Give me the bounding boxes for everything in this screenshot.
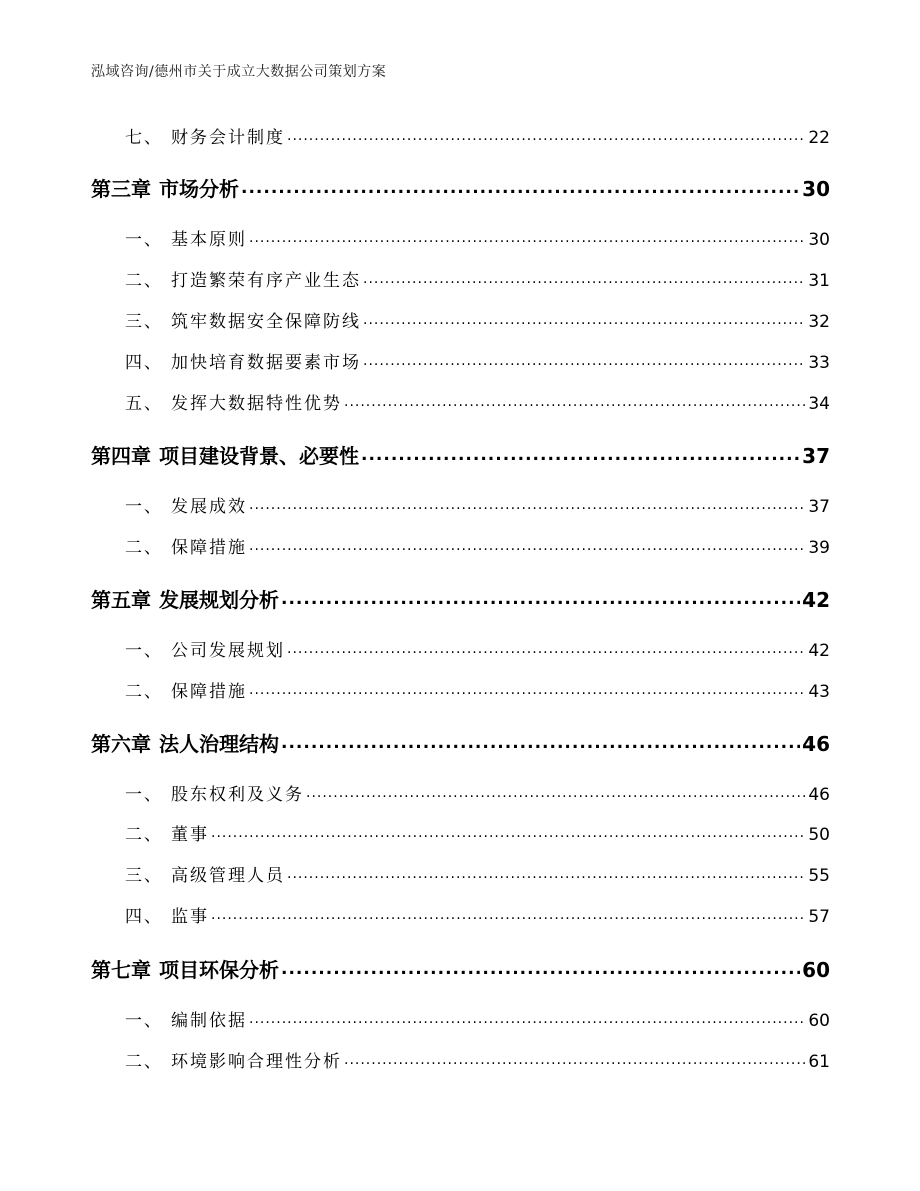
toc-chapter-number: 第四章 [91,444,151,468]
toc-entry-page: 31 [808,271,830,291]
toc-entry-page: 32 [808,312,830,332]
toc-entry-number: 三、 [125,866,163,886]
toc-entry-page: 60 [808,1011,830,1031]
toc-entry-number: 二、 [125,271,163,291]
toc-entry-title: 股东权利及义务 [171,785,304,805]
toc-chapter[interactable] [91,728,830,757]
toc-entry-number: 七、 [125,128,163,148]
toc-leader-dots [287,638,806,658]
toc-entry-title: 公司发展规划 [171,641,285,661]
toc-entry[interactable] [125,677,830,702]
toc-chapter-page: 46 [802,732,830,756]
toc-entry[interactable] [125,123,830,148]
toc-entry-number: 二、 [125,825,163,845]
toc-leader-dots [306,782,806,802]
toc-chapter-title: 项目建设背景、必要性 [159,444,359,468]
toc-entry-number: 四、 [125,353,163,373]
toc-leader-dots [281,729,800,753]
toc-entry[interactable] [125,780,830,805]
toc-entry-number: 二、 [125,682,163,702]
toc-entry-number: 一、 [125,230,163,250]
toc-leader-dots [211,822,806,842]
toc-entry[interactable] [125,533,830,558]
toc-entry-page: 57 [808,907,830,927]
toc-chapter[interactable] [91,954,830,983]
toc-leader-dots [249,494,806,514]
toc-chapter-title: 市场分析 [159,177,239,201]
toc-entry-number: 三、 [125,312,163,332]
toc-leader-dots [287,125,806,145]
toc-leader-dots [249,535,806,555]
toc-entry[interactable] [125,389,830,414]
toc-entry-page: 50 [808,825,830,845]
toc-leader-dots [287,863,806,883]
toc-entry-page: 37 [808,497,830,517]
toc-entry[interactable] [125,820,830,845]
toc-leader-dots [363,268,806,288]
toc-entry-number: 四、 [125,907,163,927]
toc-entry-title: 保障措施 [171,682,247,702]
toc-chapter[interactable] [91,173,830,202]
toc-entry-page: 46 [808,785,830,805]
toc-entry-title: 打造繁荣有序产业生态 [171,271,361,291]
toc-entry-page: 55 [808,866,830,886]
toc-leader-dots [249,227,806,247]
toc-entry[interactable] [125,225,830,250]
toc-entry-title: 筑牢数据安全保障防线 [171,312,361,332]
toc-entry-page: 33 [808,353,830,373]
toc-entry-number: 一、 [125,1011,163,1031]
toc-chapter-number: 第五章 [91,588,151,612]
toc-leader-dots [281,955,800,979]
toc-entry-title: 环境影响合理性分析 [171,1052,342,1072]
toc-entry-number: 二、 [125,1052,163,1072]
toc-entry-page: 22 [808,128,830,148]
toc-leader-dots [249,1008,806,1028]
page-header: 泓域咨询/德州市关于成立大数据公司策划方案 [91,64,387,80]
toc-entry[interactable] [125,1047,830,1072]
toc-entry[interactable] [125,348,830,373]
toc-entry[interactable] [125,861,830,886]
toc-entry-page: 43 [808,682,830,702]
toc-entry-page: 30 [808,230,830,250]
toc-chapter-page: 60 [802,958,830,982]
toc-entry[interactable] [125,636,830,661]
toc-entry[interactable] [125,902,830,927]
toc-chapter-page: 42 [802,588,830,612]
toc-leader-dots [344,391,806,411]
toc-entry-title: 财务会计制度 [171,128,285,148]
toc-entry-title: 保障措施 [171,538,247,558]
toc-entry-page: 61 [808,1052,830,1072]
toc-chapter-number: 第三章 [91,177,151,201]
toc-leader-dots [344,1049,806,1069]
toc-leader-dots [361,441,800,465]
toc-entry[interactable] [125,1006,830,1031]
toc-entry-page: 42 [808,641,830,661]
toc-entry-title: 高级管理人员 [171,866,285,886]
toc-chapter[interactable] [91,584,830,613]
toc-entry-title: 发展成效 [171,497,247,517]
toc-entry-title: 基本原则 [171,230,247,250]
toc-leader-dots [249,679,806,699]
toc-entry-number: 五、 [125,394,163,414]
toc-chapter-number: 第六章 [91,732,151,756]
toc-entry[interactable] [125,266,830,291]
toc-leader-dots [363,350,806,370]
toc-entry-number: 一、 [125,641,163,661]
toc-chapter[interactable] [91,440,830,469]
toc-chapter-number: 第七章 [91,958,151,982]
toc-entry-page: 39 [808,538,830,558]
toc-chapter-title: 项目环保分析 [159,958,279,982]
toc-entry-title: 加快培育数据要素市场 [171,353,361,373]
toc-entry-number: 一、 [125,497,163,517]
toc-leader-dots [281,585,800,609]
toc-chapter-page: 30 [802,177,830,201]
toc-chapter-page: 37 [802,444,830,468]
toc-leader-dots [241,174,800,198]
toc-chapter-title: 法人治理结构 [159,732,279,756]
toc-leader-dots [363,309,806,329]
toc-entry-title: 发挥大数据特性优势 [171,394,342,414]
toc-leader-dots [211,904,806,924]
toc-entry-number: 二、 [125,538,163,558]
toc-chapter-title: 发展规划分析 [159,588,279,612]
toc-entry-title: 监事 [171,907,209,927]
toc-entry-page: 34 [808,394,830,414]
toc-entry-title: 编制依据 [171,1011,247,1031]
toc-entry-number: 一、 [125,785,163,805]
toc-entry[interactable] [125,492,830,517]
toc-entry[interactable] [125,307,830,332]
toc-entry-title: 董事 [171,825,209,845]
